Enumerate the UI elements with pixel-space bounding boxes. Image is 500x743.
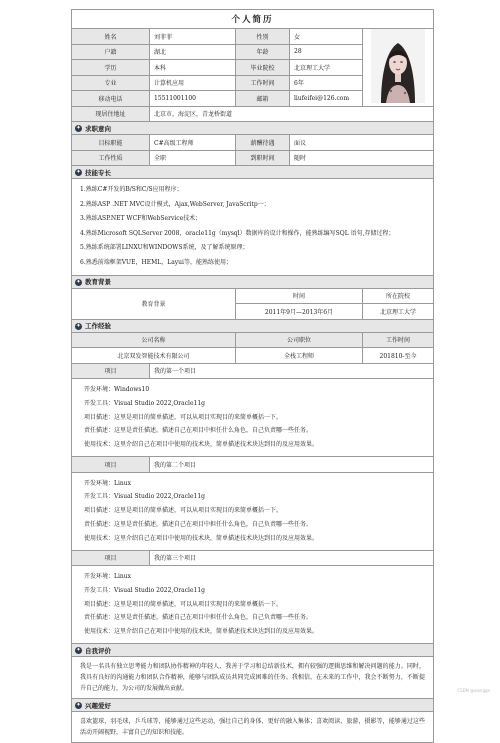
project-line: 开发工具：Visual Studio 2022,Oracle11g — [80, 584, 425, 598]
watermark: CSDN @xiongge — [457, 688, 490, 693]
skill-item: 5.熟练系统部署LINXU和WINDOWS系统，及了解系统原理； — [80, 241, 425, 256]
address-label: 现居住地址 — [72, 106, 150, 122]
section-self-eval — [72, 644, 434, 657]
section-work-title: 工作经验 — [85, 322, 111, 330]
project-line: 开发环境：Windows10 — [80, 383, 425, 397]
project-line: 责任描述：这里是责任描述，描述自己在项目中担任什么角色，自己负责哪一些任务。 — [80, 518, 425, 532]
years-value: 6年 — [290, 75, 363, 91]
school-label: 毕业院校 — [236, 60, 290, 76]
project-label: 项目 — [72, 550, 150, 566]
section-education-title: 教育背景 — [85, 278, 111, 286]
section-bullet-icon: ✦ — [75, 169, 82, 176]
address-value: 北京市，海淀区，青龙桥街道 — [150, 106, 434, 122]
name-label: 姓名 — [72, 29, 150, 45]
degree-value: 本科 — [150, 60, 236, 76]
self-eval-text: 我是一名具有独立思考能力和团队协作精神的年轻人，我善于学习和总结新技术，拥有较强的逻辑思维和解决问题的能力。同时，我具有良好的沟通能力和团队合作精神，能够与团队成员共同完成困难的任务。我相信，在未来的工作中，我会不断努力，不断提升自己的能力，为公司的发展做出贡献。 — [72, 657, 434, 699]
section-work — [72, 319, 434, 332]
project-line: 使用技术：这里介绍自己在项目中使用的技术块，简单描述技术块达到目的及应用效果。 — [80, 532, 425, 546]
project-label: 项目 — [72, 457, 150, 473]
age-value: 28 — [290, 44, 363, 60]
resume-page — [71, 9, 433, 687]
arrival-value: 随时 — [290, 150, 434, 166]
section-bullet-icon: ✦ — [75, 125, 82, 132]
education-row-label: 教育背景 — [72, 288, 236, 319]
resume-title: 个人简历 — [72, 10, 434, 29]
project-line: 项目描述：这里是项目的简单描述，可以从项目实现目的来简单概括一下。 — [80, 598, 425, 612]
school-value: 北京理工大学 — [290, 60, 363, 76]
salary-value: 面议 — [290, 135, 434, 151]
skill-item: 2.熟练ASP .NET MVC设计模式，Ajax,WebServer, JavaScritp一； — [80, 198, 425, 213]
section-education — [72, 275, 434, 288]
phone-value: 15511001100 — [150, 91, 236, 107]
hobbies-text: 喜欢篮球，羽毛球，乒乓球等，能够通过这些运动，强壮自己的身体，更好的融入集体；喜欢阅读，旅游，摄影等，能够通过这些活动开阔视野，丰富自己的知识和技能。 — [72, 712, 434, 743]
section-self-eval-title: 自我评价 — [85, 647, 111, 655]
gender-value: 女 — [290, 29, 363, 45]
project-details — [72, 379, 434, 457]
years-label: 工作时间 — [236, 75, 290, 91]
project-line: 项目描述：这里是项目的简单描述，可以从项目实现目的来简单概括一下。 — [80, 411, 425, 425]
project-line: 开发环境：Linux — [80, 477, 425, 491]
section-intent-title: 求职意向 — [85, 125, 111, 133]
age-label: 年龄 — [236, 44, 290, 60]
work-time: 201810-至今 — [363, 348, 434, 364]
project-line: 使用技术：这里介绍自己在项目中使用的技术块，简单描述技术块达到目的及应用效果。 — [80, 625, 425, 639]
skill-item: 6.熟悉前端框架VUE，HEML，Layui等，能熟练使用； — [80, 256, 425, 271]
avatar — [371, 29, 425, 103]
work-company-header: 公司名称 — [72, 332, 236, 348]
section-bullet-icon: ✦ — [75, 279, 82, 286]
project-line: 使用技术：这里介绍自己在项目中使用的技术块，简单描述技术块达到目的及应用效果。 — [80, 438, 425, 452]
degree-label: 学历 — [72, 60, 150, 76]
work-time-header: 工作时间 — [363, 332, 434, 348]
project-line: 开发环境：Linux — [80, 570, 425, 584]
target-value: C#高级工程师 — [150, 135, 236, 151]
project-line: 责任描述：这里是责任描述，描述自己在项目中担任什么角色，自己负责哪一些任务。 — [80, 424, 425, 438]
project-line: 责任描述：这里是责任描述，描述自己在项目中担任什么角色，自己负责哪一些任务。 — [80, 611, 425, 625]
major-label: 专业 — [72, 75, 150, 91]
work-position-header: 公司职位 — [236, 332, 363, 348]
hukou-label: 户籍 — [72, 44, 150, 60]
project-name: 我的第二个项目 — [150, 457, 434, 473]
section-bullet-icon: ✦ — [75, 702, 82, 709]
email-value: liufeifei@126.com — [290, 91, 363, 107]
nature-value: 全职 — [150, 150, 236, 166]
phone-label: 移动电话 — [72, 91, 150, 107]
education-time-header: 时间 — [236, 288, 363, 304]
section-hobbies — [72, 699, 434, 712]
education-school-header: 所在院校 — [363, 288, 434, 304]
project-details — [72, 566, 434, 644]
skill-item: 1.熟练C#开发的B/S和C/S应用程序； — [80, 183, 425, 198]
skill-item: 3.熟练ASP.NET WCF和WebService技术； — [80, 212, 425, 227]
section-skills-title: 技能专长 — [85, 169, 111, 177]
project-label: 项目 — [72, 363, 150, 379]
profile-photo — [363, 29, 434, 107]
project-line: 项目描述：这里是项目的简单描述，可以从项目实现目的来简单概括一下。 — [80, 504, 425, 518]
nature-label: 工作性质 — [72, 150, 150, 166]
education-time: 2011年9月—2013年6月 — [236, 304, 363, 320]
section-skills — [72, 166, 434, 179]
section-intent — [72, 122, 434, 135]
project-name: 我的第一个项目 — [150, 363, 434, 379]
section-bullet-icon: ✦ — [75, 323, 82, 330]
email-label: 邮箱 — [236, 91, 290, 107]
resume-table — [71, 9, 434, 743]
project-details — [72, 472, 434, 550]
skills-list — [72, 179, 434, 276]
arrival-label: 到职时间 — [236, 150, 290, 166]
education-school: 北京理工大学 — [363, 304, 434, 320]
section-hobbies-title: 兴趣爱好 — [85, 702, 111, 710]
work-company: 北京双发智能技术有限公司 — [72, 348, 236, 364]
salary-label: 薪酬待遇 — [236, 135, 290, 151]
target-label: 目标职能 — [72, 135, 150, 151]
hukou-value: 湖北 — [150, 44, 236, 60]
gender-label: 性别 — [236, 29, 290, 45]
name-value: 刘菲菲 — [150, 29, 236, 45]
major-value: 计算机应用 — [150, 75, 236, 91]
project-line: 开发工具：Visual Studio 2022,Oracle11g — [80, 490, 425, 504]
project-name: 我的第三个项目 — [150, 550, 434, 566]
project-line: 开发工具：Visual Studio 2022,Oracle11g — [80, 397, 425, 411]
skill-item: 4.熟练Microsoft SQLServer 2008，oracle11g（mysql）数据库的设计和操作，能熟练编写SQL 语句,存储过程； — [80, 227, 425, 242]
section-bullet-icon: ✦ — [75, 647, 82, 654]
work-position: 全栈工程师 — [236, 348, 363, 364]
